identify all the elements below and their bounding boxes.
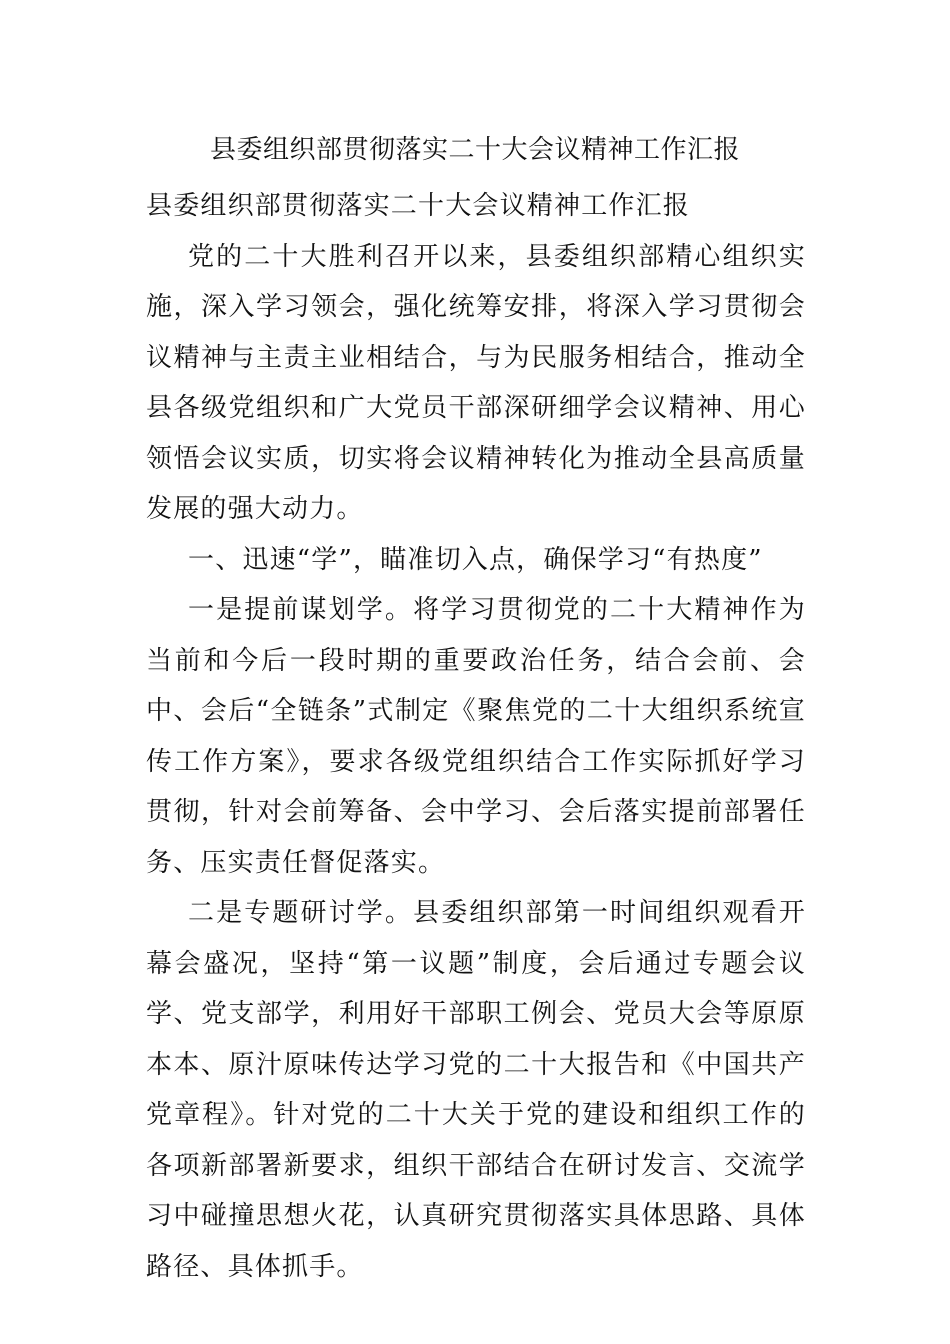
- section-heading-1: 一、迅速“学”，瞄准切入点，确保学习“有热度”: [188, 544, 763, 575]
- paragraph-seminar: 二是专题研讨学。县委组织部第一时间组织观看开幕会盛况，坚持“第一议题”制度，会后通过专题会议学、党支部学，利用好干部职工例会、党员大会等原原本本、原汁原味传达学习党的二十大报告和《中国共产党章程》。针对党的二十大关于党的建设和组织工作的各项新部署新要求，组织干部结合在研讨发言、交流学习中碰撞思想火花，认真研究贯彻落实具体思路、具体路径、具体抓手。: [146, 898, 806, 1282]
- paragraph-planning: 一是提前谋划学。将学习贯彻党的二十大精神作为当前和今后一段时期的重要政治任务，结合会前、会中、会后“全链条”式制定《聚焦党的二十大组织系统宣传工作方案》，要求各级党组织结合工作实际抓好学习贯彻，针对会前筹备、会中学习、会后落实提前部署任务、压实责任督促落实。: [146, 595, 806, 878]
- document-title: 县委组织部贯彻落实二十大会议精神工作汇报: [209, 135, 740, 165]
- document-subtitle: 县委组织部贯彻落实二十大会议精神工作汇报: [146, 191, 691, 221]
- document-body: [146, 181, 806, 1292]
- paragraph-intro: 党的二十大胜利召开以来，县委组织部精心组织实施，深入学习领会，强化统筹安排，将深入学习贯彻会议精神与主责主业相结合，与为民服务相结合，推动全县各级党组织和广大党员干部深研细学会议精神、用心领悟会议实质，切实将会议精神转化为推动全县高质量发展的强大动力。: [146, 241, 806, 524]
